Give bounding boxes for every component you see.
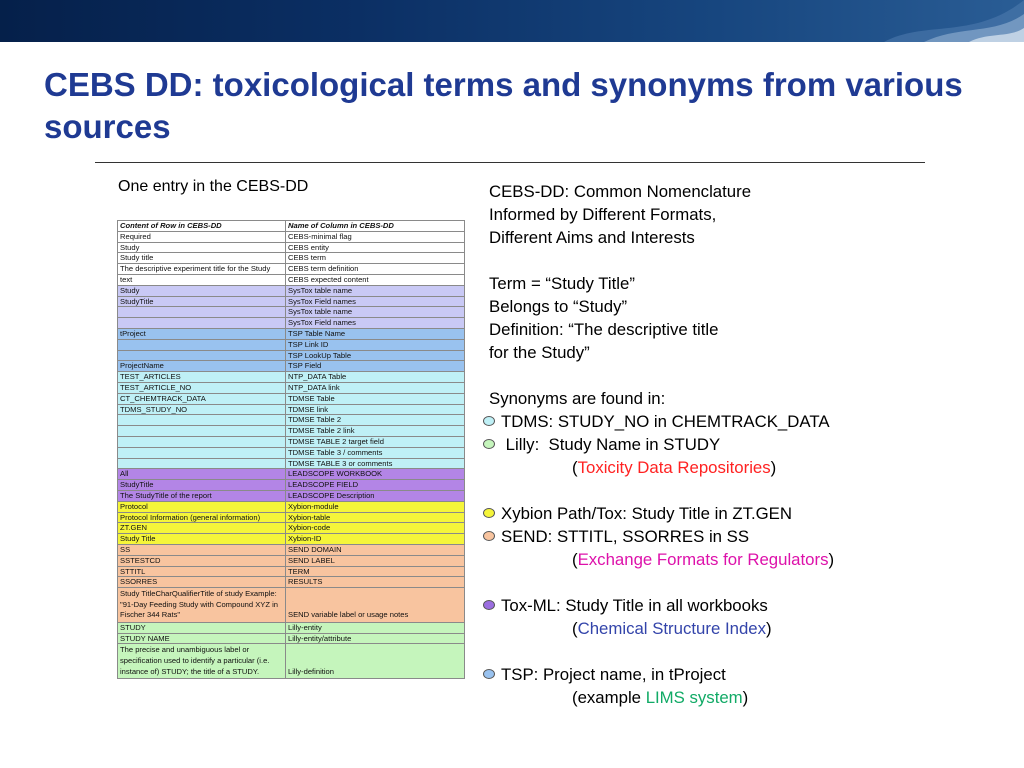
orange-dot-icon xyxy=(483,531,495,541)
row-content-cell: SS xyxy=(118,544,286,555)
synonym-text: TDMS: STUDY_NO in CHEMTRACK_DATA xyxy=(501,412,830,431)
row-content-cell: StudyTitle xyxy=(118,480,286,491)
row-content-cell: Study Title xyxy=(118,534,286,545)
table-body xyxy=(118,231,465,678)
column-name-cell: TERM xyxy=(286,566,465,577)
synonym-send xyxy=(483,525,1003,548)
synonym-toxml xyxy=(483,594,1003,617)
synonym-text: Xybion Path/Tox: Study Title in ZT.GEN xyxy=(501,504,792,523)
row-content-cell: SSORRES xyxy=(118,577,286,588)
column-name-cell: Xybion-module xyxy=(286,501,465,512)
column-name-cell: TDMSE Table 3 / comments xyxy=(286,447,465,458)
column-name-cell: NTP_DATA link xyxy=(286,382,465,393)
row-content-cell: tProject xyxy=(118,328,286,339)
row-content-cell: The StudyTitle of the report xyxy=(118,490,286,501)
column-name-cell: CEBS-minimal flag xyxy=(286,231,465,242)
table-row xyxy=(118,339,465,350)
row-content-cell xyxy=(118,458,286,469)
table-header-row xyxy=(118,221,465,232)
column-name-cell: NTP_DATA Table xyxy=(286,372,465,383)
nomenclature-panel xyxy=(483,180,1003,709)
table-row xyxy=(118,393,465,404)
cebs-dd-entry-table xyxy=(117,220,465,679)
table-row xyxy=(118,274,465,285)
table-row xyxy=(118,633,465,644)
row-content-cell: The descriptive experiment title for the Study xyxy=(118,264,286,275)
table-row xyxy=(118,361,465,372)
group-chemical-structure-index: (Chemical Structure Index) xyxy=(572,619,772,638)
table-row xyxy=(118,555,465,566)
row-content-cell: Required xyxy=(118,231,286,242)
row-content-cell: CT_CHEMTRACK_DATA xyxy=(118,393,286,404)
table-row xyxy=(118,404,465,415)
table-row xyxy=(118,426,465,437)
synonym-text: Lilly: Study Name in STUDY xyxy=(501,435,721,454)
column-name-cell: Lilly-definition xyxy=(286,644,465,679)
row-content-cell: ProjectName xyxy=(118,361,286,372)
definition-line: Definition: “The descriptive title xyxy=(489,320,719,339)
row-content-cell xyxy=(118,318,286,329)
table-row xyxy=(118,382,465,393)
column-name-cell: SysTox Field names xyxy=(286,296,465,307)
table-row xyxy=(118,285,465,296)
column-header: Name of Column in CEBS-DD xyxy=(286,221,465,232)
column-name-cell: SysTox table name xyxy=(286,307,465,318)
column-name-cell: LEADSCOPE FIELD xyxy=(286,480,465,491)
slide-title: CEBS DD: toxicological terms and synonyms from various sources xyxy=(44,66,963,145)
table-row xyxy=(118,307,465,318)
table-row xyxy=(118,523,465,534)
column-name-cell: TDMSE link xyxy=(286,404,465,415)
column-name-cell: LEADSCOPE Description xyxy=(286,490,465,501)
yellow-dot-icon xyxy=(483,508,495,518)
table-row xyxy=(118,469,465,480)
table-row xyxy=(118,253,465,264)
table-row xyxy=(118,644,465,679)
group-exchange-formats: (Exchange Formats for Regulators) xyxy=(572,550,835,569)
column-name-cell: SEND DOMAIN xyxy=(286,544,465,555)
table-row xyxy=(118,242,465,253)
column-name-cell: Xybion-code xyxy=(286,523,465,534)
table-row xyxy=(118,566,465,577)
row-content-cell: Study xyxy=(118,242,286,253)
row-content-cell: TDMS_STUDY_NO xyxy=(118,404,286,415)
definition-line: for the Study” xyxy=(489,343,590,362)
row-content-cell xyxy=(118,426,286,437)
column-name-cell: Xybion-table xyxy=(286,512,465,523)
header-banner xyxy=(0,0,1024,42)
title-divider xyxy=(95,162,925,163)
row-content-cell xyxy=(118,447,286,458)
table-row xyxy=(118,512,465,523)
table-row xyxy=(118,372,465,383)
purple-dot-icon xyxy=(483,600,495,610)
table-row xyxy=(118,318,465,329)
belongs-line: Belongs to “Study” xyxy=(489,297,628,316)
table-row xyxy=(118,350,465,361)
row-content-cell: ZT.GEN xyxy=(118,523,286,534)
blue-dot-icon xyxy=(483,669,495,679)
column-name-cell: TSP Table Name xyxy=(286,328,465,339)
group-lims-system: (example LIMS system) xyxy=(572,688,749,707)
entry-caption: One entry in the CEBS-DD xyxy=(118,178,309,195)
intro-line: Informed by Different Formats, xyxy=(489,205,717,224)
row-content-cell xyxy=(118,436,286,447)
group-label: Toxicity Data Repositories xyxy=(577,458,771,477)
row-content-cell xyxy=(118,350,286,361)
table-row xyxy=(118,588,465,623)
row-content-cell: STUDY xyxy=(118,622,286,633)
intro-line: Different Aims and Interests xyxy=(489,228,695,247)
column-name-cell: TDMSE Table xyxy=(286,393,465,404)
table-row xyxy=(118,231,465,242)
table-row xyxy=(118,534,465,545)
column-name-cell: SEND variable label or usage notes xyxy=(286,588,465,623)
row-content-cell: STUDY NAME xyxy=(118,633,286,644)
row-content-cell xyxy=(118,415,286,426)
synonyms-heading: Synonyms are found in: xyxy=(489,389,666,408)
row-content-cell: text xyxy=(118,274,286,285)
table-row xyxy=(118,328,465,339)
column-name-cell: Xybion-ID xyxy=(286,534,465,545)
table-row xyxy=(118,501,465,512)
column-name-cell: TDMSE Table 2 xyxy=(286,415,465,426)
row-content-cell: STTITL xyxy=(118,566,286,577)
row-content-cell: SSTESTCD xyxy=(118,555,286,566)
table-row xyxy=(118,622,465,633)
table-row xyxy=(118,544,465,555)
synonym-text: SEND: STTITL, SSORRES in SS xyxy=(501,527,750,546)
column-name-cell: SysTox table name xyxy=(286,285,465,296)
cyan-dot-icon xyxy=(483,416,495,426)
row-content-cell xyxy=(118,339,286,350)
group-label: Exchange Formats for Regulators xyxy=(577,550,829,569)
row-content-cell: The precise and unambiguous label or specification used to identify a particular (i.e. instance of) STUDY; the title of a STUDY. xyxy=(118,644,286,679)
column-name-cell: SysTox Field names xyxy=(286,318,465,329)
column-name-cell: TDMSE TABLE 3 or comments xyxy=(286,458,465,469)
table-row xyxy=(118,480,465,491)
row-content-cell: Study TitleCharQualifierTitle of study Example: "91-Day Feeding Study with Compound XYZ in Fischer 344 Rats" xyxy=(118,588,286,623)
intro-line: CEBS-DD: Common Nomenclature xyxy=(489,182,752,201)
row-content-cell xyxy=(118,307,286,318)
table-row xyxy=(118,415,465,426)
column-name-cell: CEBS expected content xyxy=(286,274,465,285)
green-dot-icon xyxy=(483,439,495,449)
row-content-cell: StudyTitle xyxy=(118,296,286,307)
row-content-cell: All xyxy=(118,469,286,480)
synonym-text: Tox-ML: Study Title in all workbooks xyxy=(501,596,768,615)
row-content-cell: Protocol xyxy=(118,501,286,512)
column-name-cell: TSP Link ID xyxy=(286,339,465,350)
group-label: Chemical Structure Index xyxy=(577,619,766,638)
table-row xyxy=(118,458,465,469)
row-content-cell: Protocol Information (general information) xyxy=(118,512,286,523)
synonym-lilly xyxy=(483,433,1003,456)
synonym-xybion xyxy=(483,502,1003,525)
table-row xyxy=(118,577,465,588)
table-row xyxy=(118,264,465,275)
banner-wave-graphic xyxy=(864,0,1024,42)
column-name-cell: TDMSE TABLE 2 target field xyxy=(286,436,465,447)
column-name-cell: RESULTS xyxy=(286,577,465,588)
group-label: LIMS system xyxy=(645,688,743,707)
term-line: Term = “Study Title” xyxy=(489,274,635,293)
synonym-tsp xyxy=(483,663,1003,686)
column-name-cell: TSP Field xyxy=(286,361,465,372)
column-name-cell: CEBS entity xyxy=(286,242,465,253)
column-name-cell: CEBS term xyxy=(286,253,465,264)
group-toxicity-repositories: (Toxicity Data Repositories) xyxy=(572,458,777,477)
column-name-cell: Lilly-entity xyxy=(286,622,465,633)
row-content-cell: TEST_ARTICLES xyxy=(118,372,286,383)
row-content-cell: Study xyxy=(118,285,286,296)
column-name-cell: LEADSCOPE WORKBOOK xyxy=(286,469,465,480)
column-name-cell: TDMSE Table 2 link xyxy=(286,426,465,437)
row-content-cell: Study title xyxy=(118,253,286,264)
column-name-cell: Lilly-entity/attribute xyxy=(286,633,465,644)
row-content-cell: TEST_ARTICLE_NO xyxy=(118,382,286,393)
table-row xyxy=(118,296,465,307)
synonym-text: TSP: Project name, in tProject xyxy=(501,665,726,684)
table-row xyxy=(118,447,465,458)
column-name-cell: SEND LABEL xyxy=(286,555,465,566)
column-name-cell: TSP LookUp Table xyxy=(286,350,465,361)
table-row xyxy=(118,490,465,501)
column-header: Content of Row in CEBS-DD xyxy=(118,221,286,232)
synonym-tdms xyxy=(483,410,1003,433)
table-row xyxy=(118,436,465,447)
column-name-cell: CEBS term definition xyxy=(286,264,465,275)
